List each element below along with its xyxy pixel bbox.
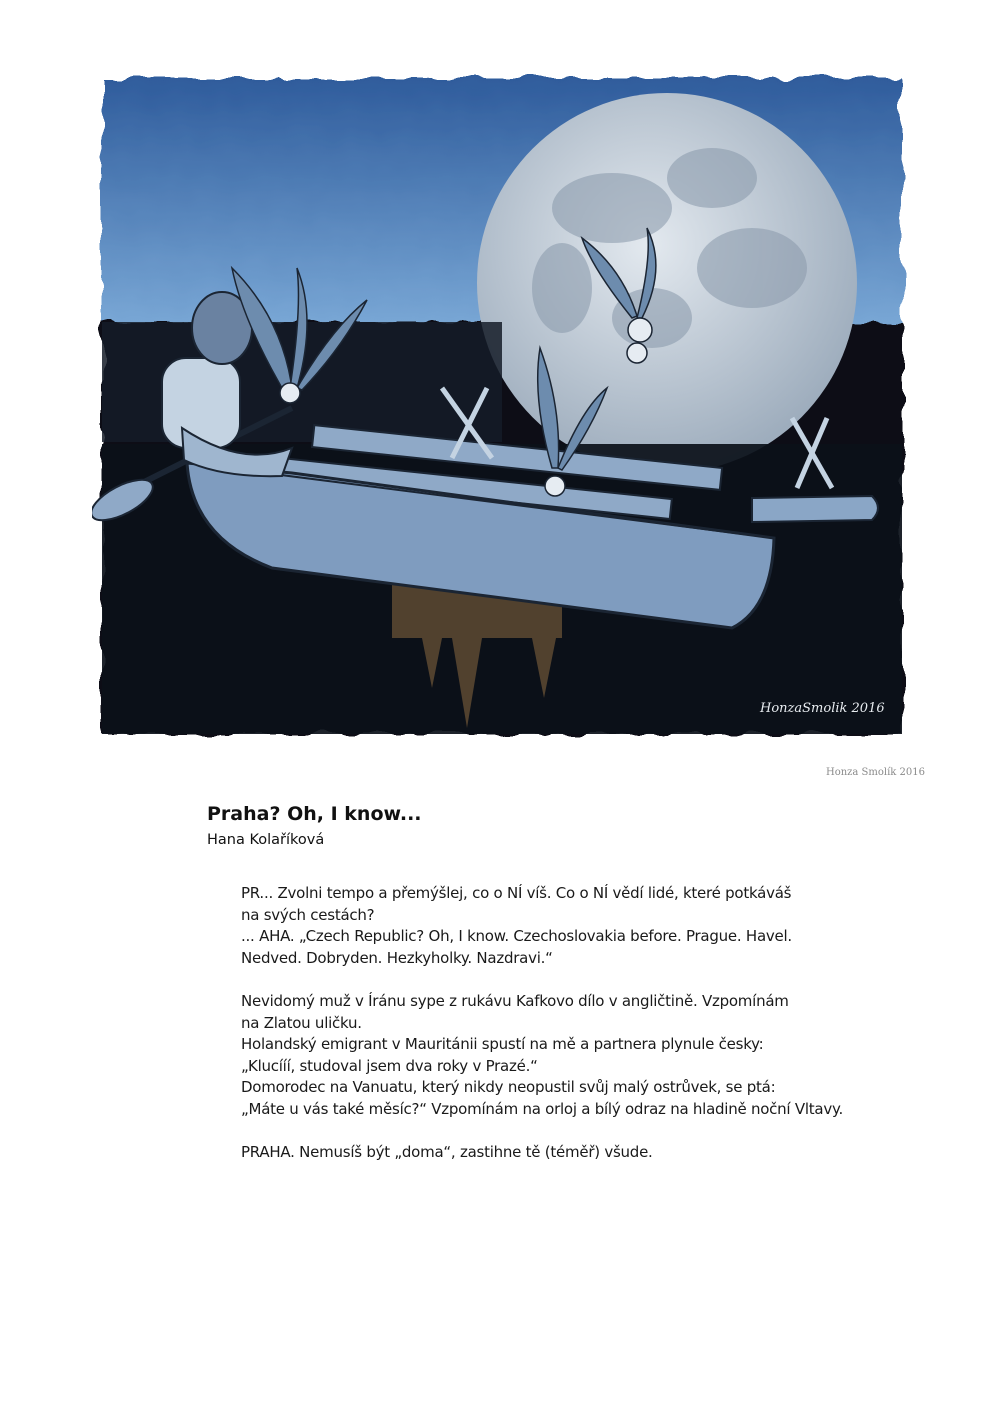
body-line: Nedved. Dobryden. Hezkyholky. Nazdravi.“ bbox=[241, 948, 553, 967]
body-line: Nevidomý muž v Íránu sype z rukávu Kafkovo dílo v angličtině. Vzpomínám bbox=[241, 991, 789, 1010]
body-line: Holandský emigrant v Mauritánii spustí na mě a partnera plynule česky: bbox=[241, 1035, 764, 1054]
body-line: „Máte u vás také měsíc?“ Vzpomínám na orloj a bílý odraz na hladině noční Vltavy. bbox=[241, 1099, 843, 1118]
illustration-credit: Honza Smolík 2016 bbox=[825, 767, 925, 778]
body-line: PRAHA. Nemusíš být „doma“, zastihne tě (téměř) všude. bbox=[241, 1143, 653, 1162]
article-author: Hana Kolaříková bbox=[207, 832, 325, 848]
painting-signature: HonzaSmolik 2016 bbox=[760, 701, 885, 716]
paragraph-gap bbox=[241, 1121, 941, 1143]
body-line: ... AHA. „Czech Republic? Oh, I know. Czechoslovakia before. Prague. Havel. bbox=[241, 927, 792, 946]
body-line: na Zlatou uličku. bbox=[241, 1013, 362, 1032]
body-line: „Klucííí, studoval jsem dva roky v Prazé.“ bbox=[241, 1056, 538, 1075]
article-title: Praha? Oh, I know... bbox=[207, 803, 422, 825]
outrigger-float bbox=[752, 496, 878, 522]
moon-canoe-painting bbox=[92, 68, 912, 744]
body-line: Domorodec na Vanuatu, který nikdy neopustil svůj malý ostrůvek, se ptá: bbox=[241, 1078, 776, 1097]
illustration bbox=[92, 68, 912, 744]
body-line: na svých cestách? bbox=[241, 905, 375, 924]
article-body bbox=[241, 883, 941, 1164]
body-line: PR... Zvolni tempo a přemýšlej, co o NÍ víš. Co o NÍ vědí lidé, které potkáváš bbox=[241, 884, 792, 902]
paragraph-gap bbox=[241, 969, 941, 991]
